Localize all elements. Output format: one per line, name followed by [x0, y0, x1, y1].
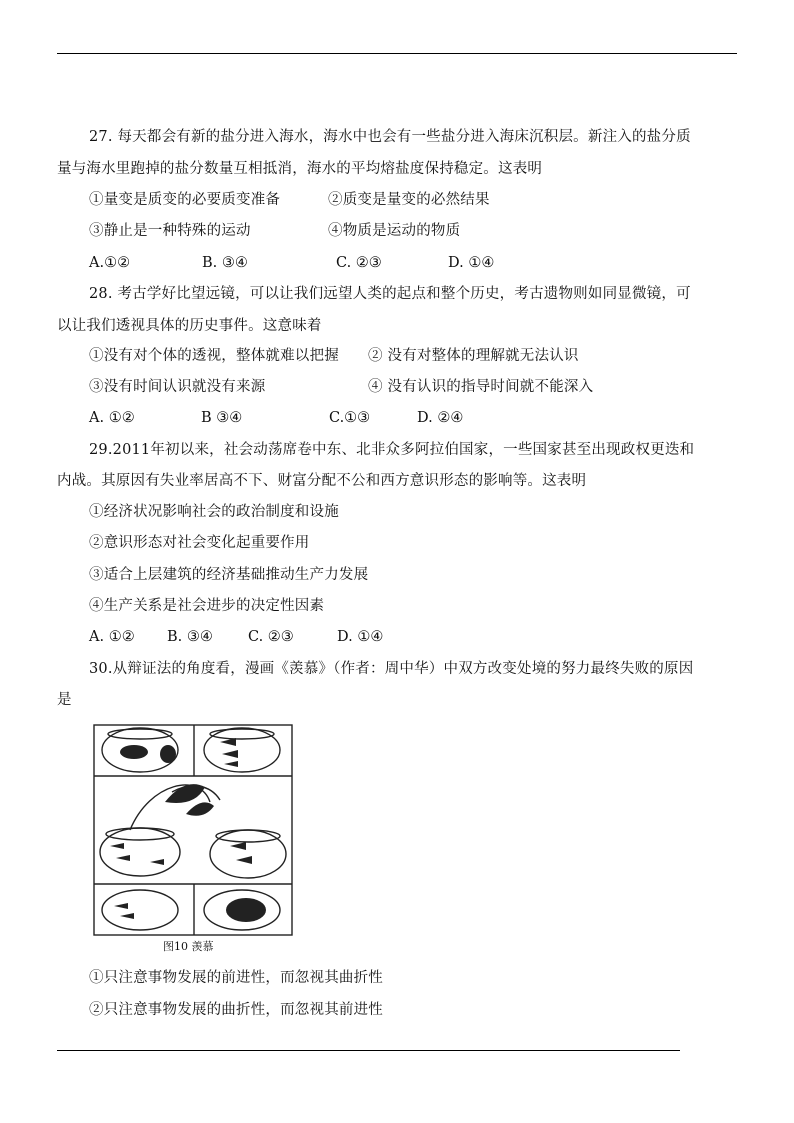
q28-item-4: ④ 没有认识的指导时间就不能深入 — [368, 379, 594, 395]
q28-option-d[interactable]: D. ②④ — [417, 410, 464, 426]
q29-option-b[interactable]: B. ③④ — [167, 629, 213, 645]
q30-stem-line2: 是 — [57, 692, 72, 708]
q27-item-3: ③静止是一种特殊的运动 — [89, 223, 251, 239]
q28-item-2: ② 没有对整体的理解就无法认识 — [368, 348, 579, 364]
q28-option-a[interactable]: A. ①② — [89, 410, 135, 426]
cartoon-figure — [90, 722, 296, 956]
q27-item-1: ①量变是质变的必要质变准备 — [89, 192, 281, 208]
q27-option-a[interactable]: A.①② — [89, 255, 131, 271]
q30-item-1: ①只注意事物发展的前进性，而忽视其曲折性 — [89, 970, 383, 986]
q28-option-c[interactable]: C.①③ — [329, 410, 371, 426]
q27-stem-line2: 量与海水里跑掉的盐分数量互相抵消，海水的平均熔盐度保持稳定。这表明 — [57, 161, 543, 177]
q28-stem-line1: 28. 考古学好比望远镜，可以让我们远望人类的起点和整个历史，考古遗物则如同显微镜，可 — [89, 286, 691, 302]
q27-option-b[interactable]: B. ③④ — [202, 255, 248, 271]
q30-item-2: ②只注意事物发展的曲折性，而忽视其前进性 — [89, 1002, 383, 1018]
bowl-icon — [210, 830, 286, 878]
bowl-icon — [204, 728, 280, 772]
q27-option-d[interactable]: D. ①④ — [448, 255, 495, 271]
q27-item-2: ②质变是量变的必然结果 — [328, 192, 490, 208]
q30-stem-line1: 30.从辩证法的角度看，漫画《羡慕》（作者：周中华）中双方改变处境的努力最终失败的原因 — [89, 661, 694, 677]
q29-item-3: ③适合上层建筑的经济基础推动生产力发展 — [89, 567, 369, 583]
q29-item-4: ④生产关系是社会进步的决定性因素 — [89, 598, 325, 614]
q29-item-1: ①经济状况影响社会的政治制度和设施 — [89, 504, 339, 520]
q27-item-4: ④物质是运动的物质 — [328, 223, 461, 239]
q29-stem-line1: 29.2011年初以来，社会动荡席卷中东、北非众多阿拉伯国家，一些国家甚至出现政权更迭和 — [89, 442, 695, 458]
q27-option-c[interactable]: C. ②③ — [336, 255, 382, 271]
header-rule — [57, 53, 737, 54]
q28-stem-line2: 以让我们透视具体的历史事件。这意味着 — [57, 318, 322, 334]
q27-stem-line1: 27. 每天都会有新的盐分进入海水，海水中也会有一些盐分进入海床沉积层。新注入的盐分质 — [89, 129, 691, 145]
footer-rule — [57, 1050, 680, 1051]
q28-item-1: ①没有对个体的透视，整体就难以把握 — [89, 348, 339, 364]
q29-item-2: ②意识形态对社会变化起重要作用 — [89, 535, 310, 551]
q28-item-3: ③没有时间认识就没有来源 — [89, 379, 266, 395]
bowl-icon — [100, 828, 180, 876]
q29-option-a[interactable]: A. ①② — [89, 629, 135, 645]
bowl-icon — [102, 890, 178, 930]
q29-option-c[interactable]: C. ②③ — [248, 629, 294, 645]
figure-caption: 图10 羡慕 — [163, 940, 214, 953]
q29-stem-line2: 内战。其原因有失业率居高不下、财富分配不公和西方意识形态的影响等。这表明 — [57, 473, 587, 489]
q29-option-d[interactable]: D. ①④ — [337, 629, 384, 645]
q28-option-b[interactable]: B ③④ — [201, 410, 243, 426]
